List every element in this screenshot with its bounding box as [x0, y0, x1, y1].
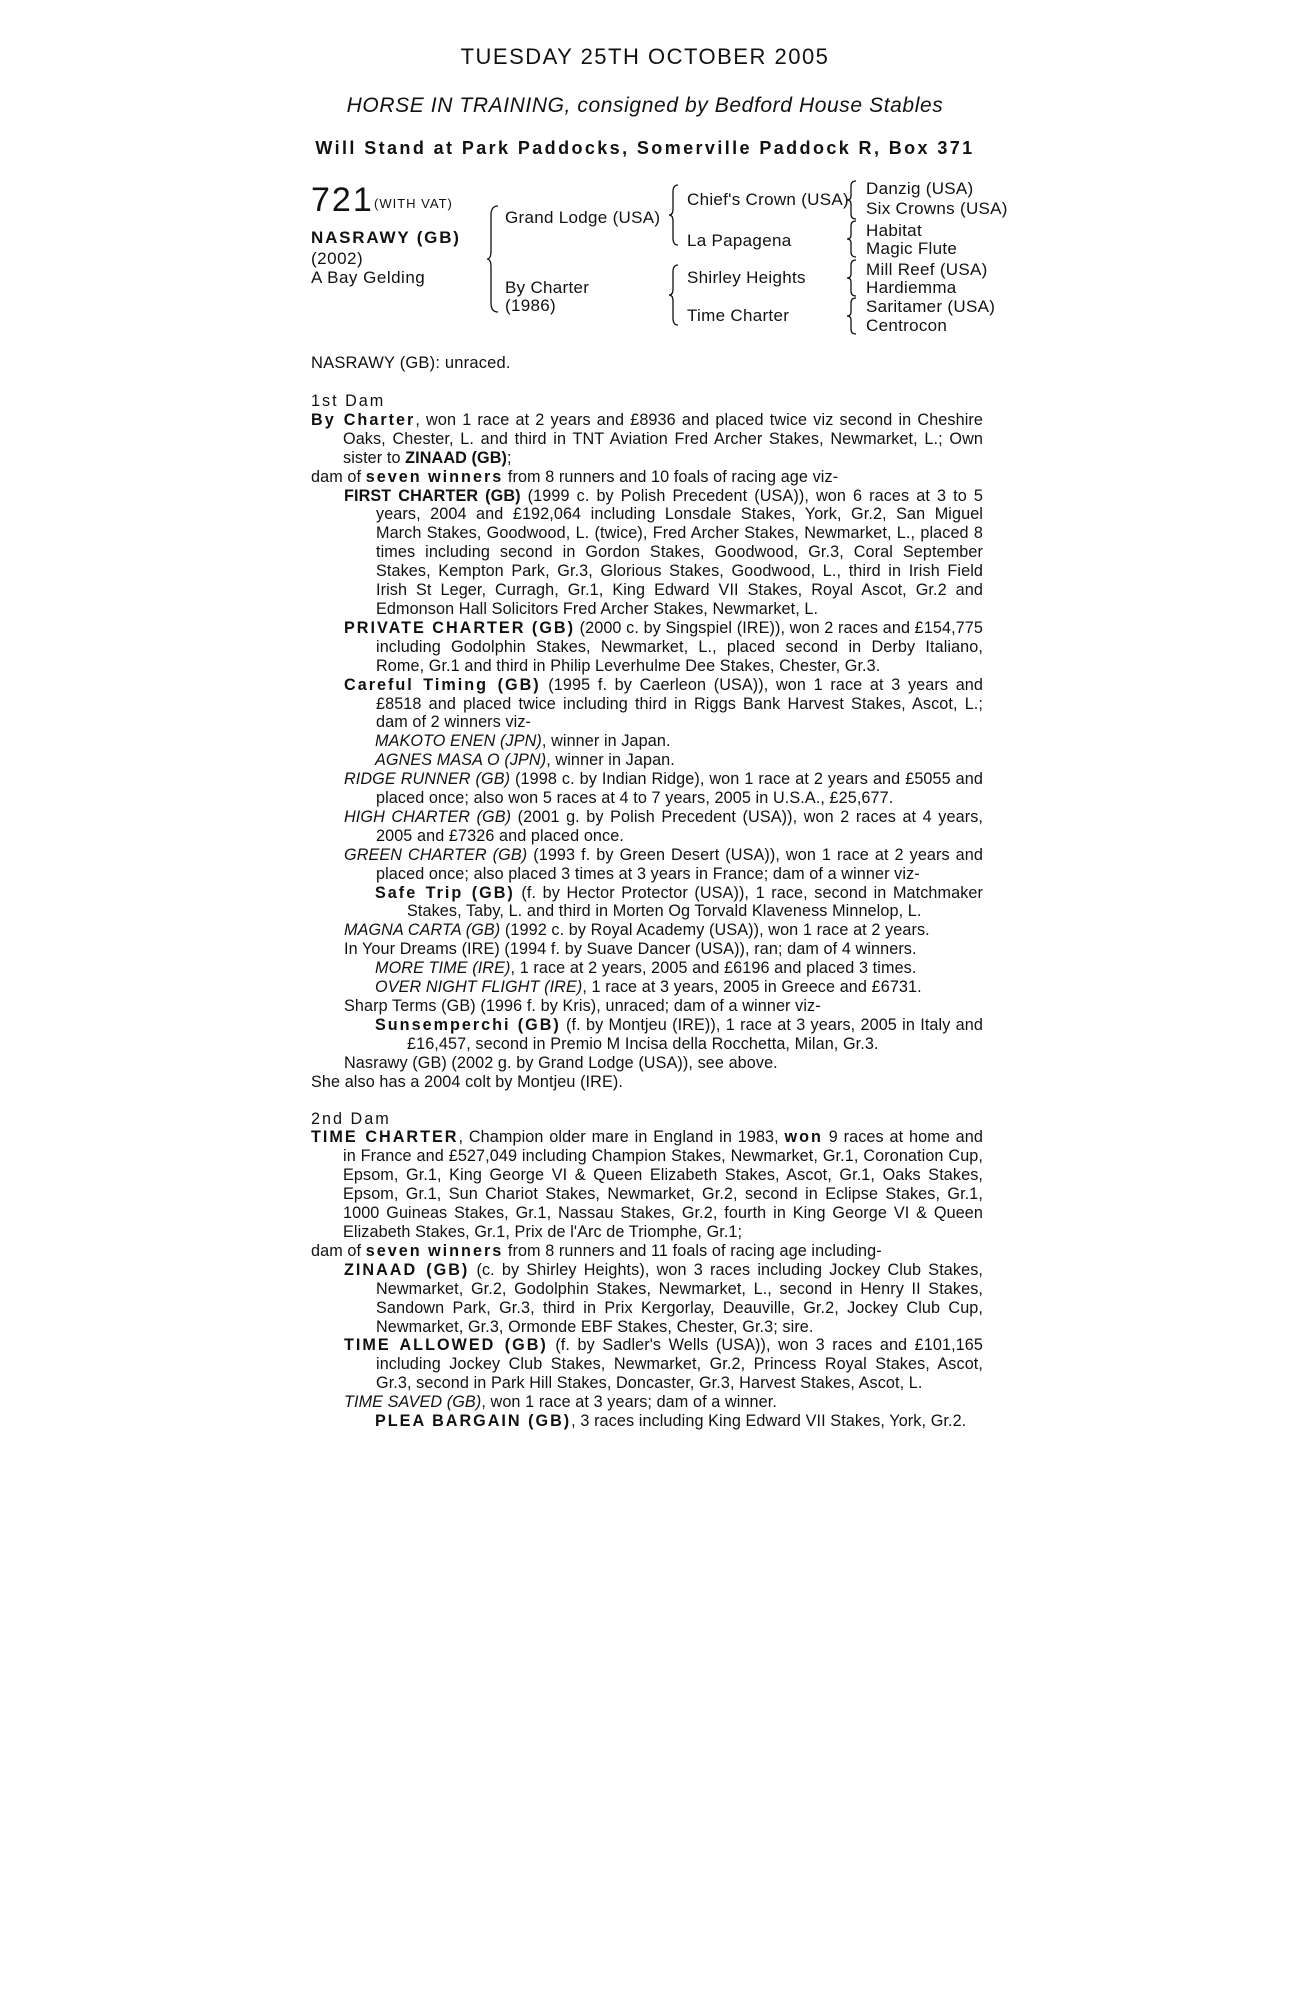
produce-sub-entry: MORE TIME (IRE), 1 race at 2 years, 2005 and £6196 and placed 3 times.: [375, 959, 917, 978]
produce-entry: FIRST CHARTER (GB) (1999 c. by Polish Precedent (USA)), won 6 races at 3 to 5 years, 2004 and £192,064 including Lonsdale Stakes, York, Gr.2, San Miguel March Stakes, Goodwood, L. (twice), Fred Archer Stakes, Newmarket, L., placed 8 times including second in Gordon Stakes, Goodwood, Gr.3, Coral September Stakes, Kempton Park, Gr.3, Glorious Stakes, Goodwood, L., third in Irish Field Irish St Leger, Curragh, Gr.1, King Edward VII Stakes, Royal Ascot, Gr.2 and Edmonson Hall Solicitors Fred Archer Stakes, Newmarket, L.: [344, 486, 983, 618]
produce-entry: GREEN CHARTER (GB) (1993 f. by Green Desert (USA)), won 1 race at 2 years and placed once; also placed 3 times at 3 years in France; dam of a winner viz-: [344, 845, 983, 883]
produce-entry: MAGNA CARTA (GB) (1992 c. by Royal Academy (USA)), won 1 race at 2 years.: [344, 921, 930, 940]
pedigree-sire: Grand Lodge (USA): [505, 208, 661, 227]
pedigree-dam-year: (1986): [505, 296, 556, 315]
pedigree-brace-main: [486, 205, 500, 313]
stand-location: Will Stand at Park Paddocks, Somerville Paddock R, Box 371: [315, 138, 975, 158]
produce-sub-entry: OVER NIGHT FLIGHT (IRE), 1 race at 3 years, 2005 in Greece and £6731.: [375, 978, 922, 997]
pedigree-dam-sire: Shirley Heights: [687, 268, 806, 287]
produce-entry: Sharp Terms (GB) (1996 f. by Kris), unraced; dam of a winner viz-: [344, 997, 821, 1015]
first-dam-entry: By Charter, won 1 race at 2 years and £8936 and placed twice viz second in Cheshire Oaks, Chester, L. and third in TNT Aviation Fred Archer Stakes, Newmarket, L.; Own sister to ZINAAD (GB);: [311, 410, 983, 467]
pedigree-dam: By Charter: [505, 278, 590, 297]
pedigree-g4: Magic Flute: [866, 239, 958, 258]
pedigree-notes: [311, 392, 983, 1431]
second-dam-entry: TIME CHARTER, Champion older mare in England in 1983, won 9 races at home and in France and £527,049 including Champion Stakes, Newmarket, Gr.1, Coronation Cup, Epsom, Gr.1, King George VI & Queen Elizabeth Stakes, Ascot, Gr.1, Oaks Stakes, Epsom, Gr.1, Sun Chariot Stakes, Newmarket, Gr.2, second in Eclipse Stakes, Gr.1, 1000 Guineas Stakes, Gr.1, Nassau Stakes, Gr.2, fourth in King George VI & Queen Elizabeth Stakes, Gr.1, Prix de l'Arc de Triomphe, Gr.1;: [311, 1128, 983, 1241]
produce-entry: Nasrawy (GB) (2002 g. by Grand Lodge (USA)), see above.: [344, 1053, 778, 1072]
produce-entry: TIME SAVED (GB), won 1 race at 3 years; dam of a winner.: [344, 1393, 777, 1412]
pedigree-g2: Six Crowns (USA): [866, 199, 1008, 218]
pedigree-g7: Saritamer (USA): [866, 297, 996, 316]
second-dam-produce-summary: dam of seven winners from 8 runners and 11 foals of racing age including-: [311, 1241, 882, 1260]
produce-entry: HIGH CHARTER (GB) (2001 g. by Polish Precedent (USA)), won 2 races at 4 years, 2005 and £7326 and placed once.: [344, 807, 983, 845]
pedigree-sire-dam: La Papagena: [687, 231, 792, 250]
produce-sub-entry: Safe Trip (GB) (f. by Hector Protector (USA)), 1 race, second in Matchmaker Stakes, Taby, L. and third in Morten Og Torvald Klaveness Minnelop, L.: [375, 883, 983, 921]
sale-date: TUESDAY 25TH OCTOBER 2005: [460, 44, 830, 69]
pedigree-brace-sire: [668, 184, 680, 246]
horse-year: (2002): [311, 249, 364, 268]
produce-entry: ZINAAD (GB) (c. by Shirley Heights), won 3 races including Jockey Club Stakes, Newmarket, Gr.2, Godolphin Stakes, Newmarket, L., second in Henry II Stakes, Sandown Park, Gr.3, third in Prix Kergorlay, Deauville, Gr.2, Jockey Club Cup, Newmarket, Gr.3, Ormonde EBF Stakes, Chester, Gr.3; sire.: [344, 1260, 983, 1336]
intro-line: NASRAWY (GB): unraced.: [311, 354, 511, 372]
horse-name: NASRAWY (GB): [311, 228, 461, 247]
pedigree-g5: Mill Reef (USA): [866, 260, 988, 279]
vat-note: (WITH VAT): [374, 196, 453, 211]
first-dam-produce-summary: dam of seven winners from 8 runners and 10 foals of racing age viz-: [311, 467, 839, 486]
pedigree-g3: Habitat: [866, 221, 922, 240]
pedigree-brace-g4: [846, 297, 858, 335]
pedigree-g1: Danzig (USA): [866, 179, 974, 198]
produce-sub-entry: PLEA BARGAIN (GB), 3 races including King Edward VII Stakes, York, Gr.2.: [375, 1412, 967, 1431]
produce-entry: PRIVATE CHARTER (GB) (2000 c. by Singspiel (IRE)), won 2 races and £154,775 including Godolphin Stakes, Newmarket, L., placed second in Derby Italiano, Rome, Gr.1 and third in Philip Leverhulme Dee Stakes, Chester, Gr.3.: [344, 618, 983, 675]
lot-number: 721: [311, 181, 374, 219]
pedigree-brace-g2: [846, 220, 858, 258]
produce-sub-entry: Sunsemperchi (GB) (f. by Montjeu (IRE)), 1 race at 3 years, 2005 in Italy and £16,457, second in Premio M Incisa della Rocchetta, Milan, Gr.3.: [375, 1015, 983, 1053]
pedigree-g6: Hardiemma: [866, 278, 957, 297]
produce-sub-entry: MAKOTO ENEN (JPN), winner in Japan.: [375, 732, 671, 751]
first-dam-heading: 1st Dam: [311, 392, 386, 410]
pedigree-sire-sire: Chief's Crown (USA): [687, 190, 849, 209]
pedigree-dam-dam: Time Charter: [687, 306, 790, 325]
produce-sub-entry: AGNES MASA O (JPN), winner in Japan.: [375, 751, 675, 770]
pedigree-brace-g1: [846, 180, 858, 220]
produce-entry: RIDGE RUNNER (GB) (1998 c. by Indian Ridge), won 1 race at 2 years and £5055 and placed once; also won 5 races at 4 to 7 years, 2005 in U.S.A., £25,677.: [344, 770, 983, 808]
pedigree-brace-dam: [668, 264, 680, 326]
produce-entry: Careful Timing (GB) (1995 f. by Caerleon (USA)), won 1 race at 3 years and £8518 and placed twice including third in Riggs Bank Harvest Stakes, Ascot, L.; dam of 2 winners viz-: [344, 675, 984, 732]
second-dam-heading: 2nd Dam: [311, 1109, 391, 1128]
produce-entry: In Your Dreams (IRE) (1994 f. by Suave Dancer (USA)), ran; dam of 4 winners.: [344, 940, 917, 959]
consignment-line: HORSE IN TRAINING, consigned by Bedford House Stables: [346, 94, 944, 117]
pedigree-g8: Centrocon: [866, 316, 948, 335]
first-dam-footnote: She also has a 2004 colt by Montjeu (IRE).: [311, 1072, 623, 1091]
pedigree-brace-g3: [846, 259, 858, 297]
produce-entry: TIME ALLOWED (GB) (f. by Sadler's Wells (USA)), won 3 races and £101,165 including Jockey Club Stakes, Newmarket, Gr.2, Princess Royal Stakes, Ascot, Gr.3, second in Park Hill Stakes, Doncaster, Gr.3, Harvest Stakes, Ascot, L.: [344, 1336, 983, 1393]
horse-description: A Bay Gelding: [311, 268, 426, 287]
